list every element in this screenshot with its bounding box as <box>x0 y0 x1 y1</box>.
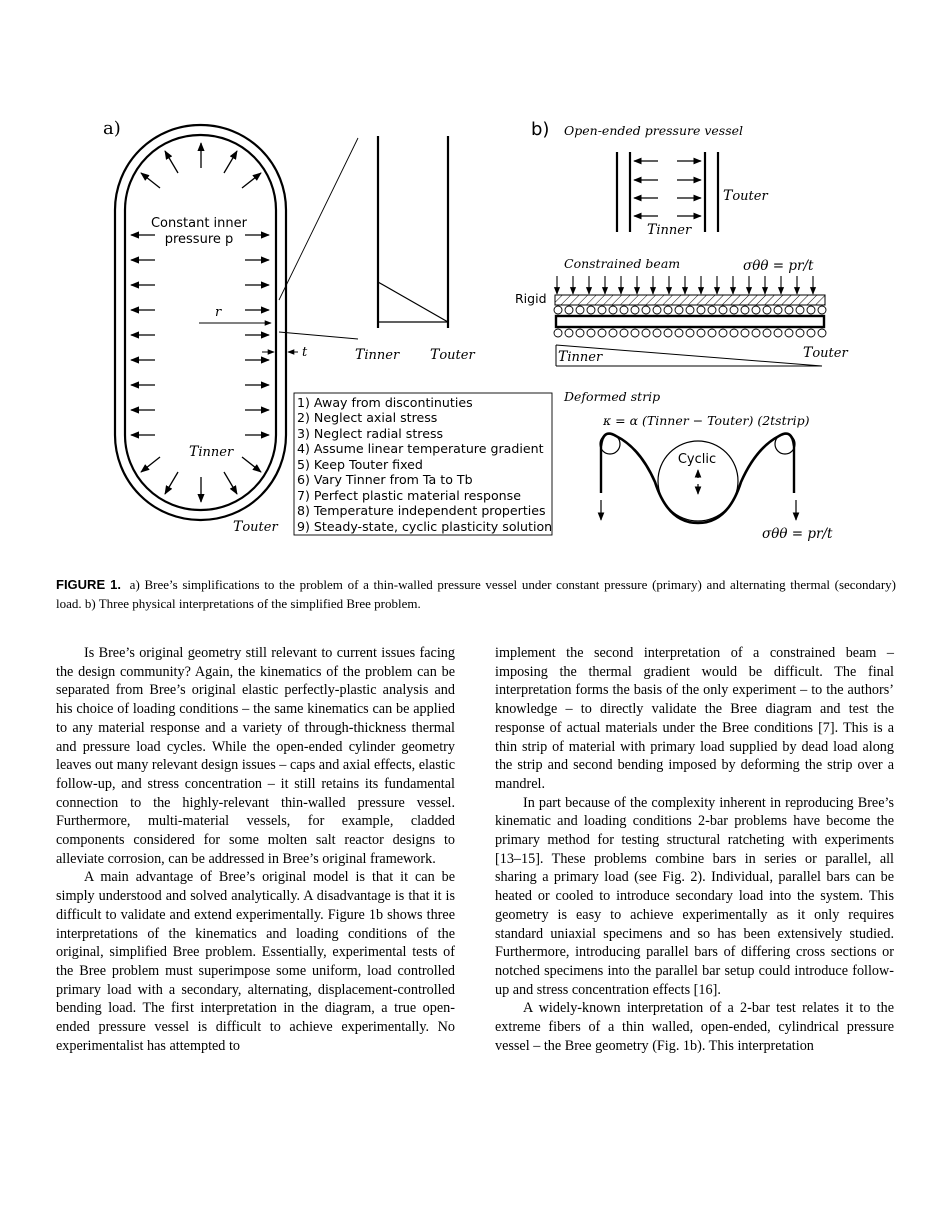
deformed-strip-label: Deformed strip <box>564 389 661 404</box>
panel-b-title: Open-ended pressure vessel <box>564 123 744 138</box>
kappa-equation: κ = α (Tinner − Touter) (2tstrip) <box>603 413 810 428</box>
assumption-item: 3) Neglect radial stress <box>297 426 444 441</box>
paragraph: A main advantage of Bree’s original model is that it can be simply understood and solved analytically. A disadvantage is that it is difficult to validate and extend experimentally. Figure 1b shows three interpretations of the kinematics and loading conditions of the original, simplified Bree problem. Essentially, experimental tests of the Bree problem must superimpose some uniform, load controlled primary load with a secondary, alternating, displacement-controlled bending load. The first interpretation in the diagram, a true open-ended pressure vessel is difficult to achieve experimentally. No experimentalist has attempted to <box>56 869 455 1054</box>
distributed-load-arrows <box>557 276 813 294</box>
sigma-label-bottom: σθθ = pr/t <box>762 526 833 542</box>
thickness-label: t <box>302 345 308 360</box>
open-vessel-diagram <box>617 152 718 232</box>
pressure-label-line1: Constant inner <box>150 216 248 231</box>
roller-row-top <box>554 306 826 314</box>
assumption-item: 2) Neglect axial stress <box>297 410 438 425</box>
roller-row-bottom <box>554 329 826 337</box>
assumption-item: 9) Steady-state, cyclic plasticity solution <box>297 519 553 534</box>
assumption-item: 8) Temperature independent properties <box>297 503 546 518</box>
figure-1 <box>0 0 950 560</box>
zoom-line-bottom <box>279 332 358 339</box>
t-outer-label-b1: Touter <box>723 188 768 204</box>
zoomed-wall <box>378 136 448 328</box>
panel-a-label: a) <box>103 118 121 139</box>
radius-label: r <box>215 305 222 320</box>
paragraph: Is Bree’s original geometry still relevant to current issues facing the design community? Again, the kinematics of the problem can be separated from Bree’s original elastic perfectly-plastic analysis and his choice of loading conditions – the same kinematics can be applied to any material response and a variety of through-thickness thermal and pressure load cycles. While the open-ended cylinder geometry leaves out many relevant design issues – caps and axial effects, elastic follow-up, and stress concentration – it still retains its fundamental connection to the highly-relevant thin-walled pressure vessel. Furthermore, multi-material vessels, for example, cladded components considered for some molten salt reactor designs to alleviate corrosion, can be addressed in Bree’s original framework. <box>56 645 455 867</box>
pressure-label-line2: pressure p <box>164 232 234 247</box>
t-outer-label-a: Touter <box>233 519 278 535</box>
paragraph: A widely-known interpretation of a 2-bar test relates it to the extreme fibers of a thin walled, open-ended, cylindrical pressure vessel – the Bree geometry (Fig. 1b). This interpretation <box>495 1000 894 1054</box>
cyclic-label: Cyclic <box>677 452 717 467</box>
t-outer-label-zoom: Touter <box>430 347 475 363</box>
caption-label: FIGURE 1. <box>56 577 121 592</box>
assumption-item: 1) Away from discontinuties <box>297 395 473 410</box>
body-column-right <box>495 644 894 1055</box>
paragraph: implement the second interpretation of a constrained beam – imposing the thermal gradient would be difficult. The final interpretation forms the basis of the only experiment – to the authors’ knowledge – to directly validate the Bree diagram and test the response of actual materials under the Bree conditions [7]. This is a thin strip of material with primary load supplied by dead load along the strip and second bending imposed by deforming the strip over a mandrel. <box>495 645 894 792</box>
panel-b-label: b) <box>531 119 550 140</box>
deformed-strip-diagram <box>600 434 796 523</box>
t-inner-label-b1: Tinner <box>647 222 692 238</box>
t-inner-label-a: Tinner <box>189 444 234 460</box>
beam <box>556 316 824 327</box>
figure-caption <box>56 575 896 613</box>
rigid-plate <box>555 295 825 305</box>
t-inner-label-zoom: Tinner <box>355 347 400 363</box>
sigma-label-top: σθθ = pr/t <box>743 258 814 274</box>
caption-text: a) Bree’s simplifications to the problem of a thin-walled pressure vessel under constant pressure (primary) and alternating thermal (secondary) load. b) Three physical interpretations of the simplified Bree problem. <box>56 577 896 611</box>
t-inner-label-b2: Tinner <box>558 349 603 365</box>
assumption-item: 7) Perfect plastic material response <box>297 488 521 503</box>
zoom-line-top <box>279 138 358 300</box>
paragraph: In part because of the complexity inherent in reproducing Bree’s kinematic and loading conditions 2-bar problems have become the primary method for testing structural ratcheting with experiments [13–15]. These problems combine bars in series or parallel, all sharing a primary load (see Fig. 2). Individual, parallel bars can be heated or cooled to introduce secondary load into the system. This geometry is easy to achieve experimentally as it only requires standard uniaxial specimens and so has been extensively studied. Furthermore, introducing parallel bars of differing cross sections or notched specimens into the parallel bar setup could introduce follow-up and stress concentration effects [16]. <box>495 794 894 998</box>
assumption-item: 5) Keep Touter fixed <box>297 457 423 472</box>
body-column-left <box>56 644 455 1055</box>
constrained-beam-label: Constrained beam <box>564 256 681 271</box>
rigid-label: Rigid <box>515 291 547 306</box>
assumption-item: 6) Vary Tinner from Ta to Tb <box>297 472 473 487</box>
assumption-item: 4) Assume linear temperature gradient <box>297 441 544 456</box>
t-outer-label-b2: Touter <box>803 345 848 361</box>
